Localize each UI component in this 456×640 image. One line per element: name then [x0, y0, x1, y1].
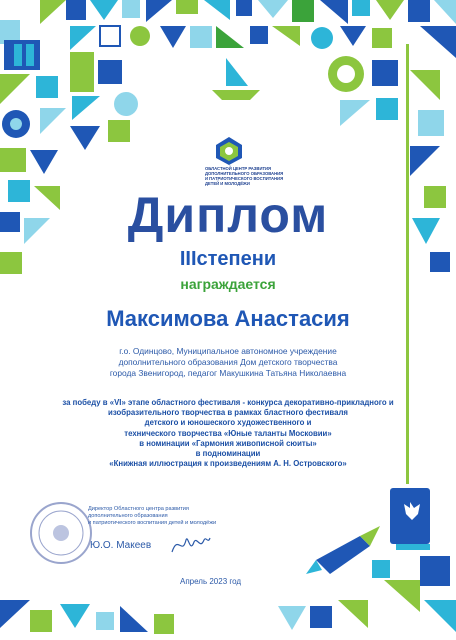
- merit-line: в номинации «Гармония живописной сюиты»: [139, 438, 317, 448]
- org-line: И ПАТРИОТИЧЕСКОГО ВОСПИТАНИЯ: [205, 176, 284, 181]
- handwritten-signature: [170, 530, 212, 560]
- org-line: ДЕТЕЙ И МОЛОДЁЖИ: [205, 181, 250, 186]
- merit-line: «Книжная иллюстрация к произведениям А. Н. Островского»: [109, 459, 347, 469]
- org-line: ОБЛАСТНОЙ ЦЕНТР РАЗВИТИЯ: [205, 166, 272, 171]
- merit-line: за победу в «VI» этапе областного фестиваля - конкурса декоративно-прикладного и: [62, 398, 394, 407]
- caption-line: Директор Областного центра развития: [88, 506, 189, 512]
- awarded-label: награждается: [180, 276, 276, 292]
- merit-line: детского и юношеского художественного и: [144, 418, 312, 428]
- center-logo-icon: [214, 136, 244, 166]
- issue-date: Апрель 2023 год: [180, 577, 242, 586]
- caption-line: и патриотического воспитания детей и молодёжи: [88, 520, 217, 526]
- merit-line: изобразительного творчества в рамках бластного фестиваля: [108, 408, 348, 418]
- organization-name: [205, 166, 295, 186]
- caption-line: дополнительного образования: [88, 513, 168, 519]
- official-seal-icon: [28, 500, 94, 566]
- signer-name: Ю.О. Макеев: [90, 540, 152, 551]
- document-title: Диплом: [127, 187, 329, 243]
- degree-label: IIIстепени: [179, 248, 277, 270]
- recipient-name: Максимова Анастасия: [106, 306, 350, 331]
- org-line: ДОПОЛНИТЕЛЬНОГО ОБРАЗОВАНИЯ: [205, 171, 284, 176]
- merit-line: в подноминации: [195, 449, 261, 459]
- info-line: дополнительного образования Дом детского творчества: [118, 357, 338, 367]
- merit-line: технического творчества «Юные таланты Московии»: [124, 428, 332, 438]
- recipient-info: [20, 346, 436, 379]
- signature-caption: [88, 506, 248, 527]
- merit-text: [20, 398, 436, 469]
- info-line: города Звенигород, педагог Макушкина Татьяна Николаевна: [109, 368, 347, 378]
- book-with-eagle-icon: [388, 486, 436, 552]
- info-line: г.о. Одинцово, Муниципальное автономное учреждение: [119, 346, 337, 356]
